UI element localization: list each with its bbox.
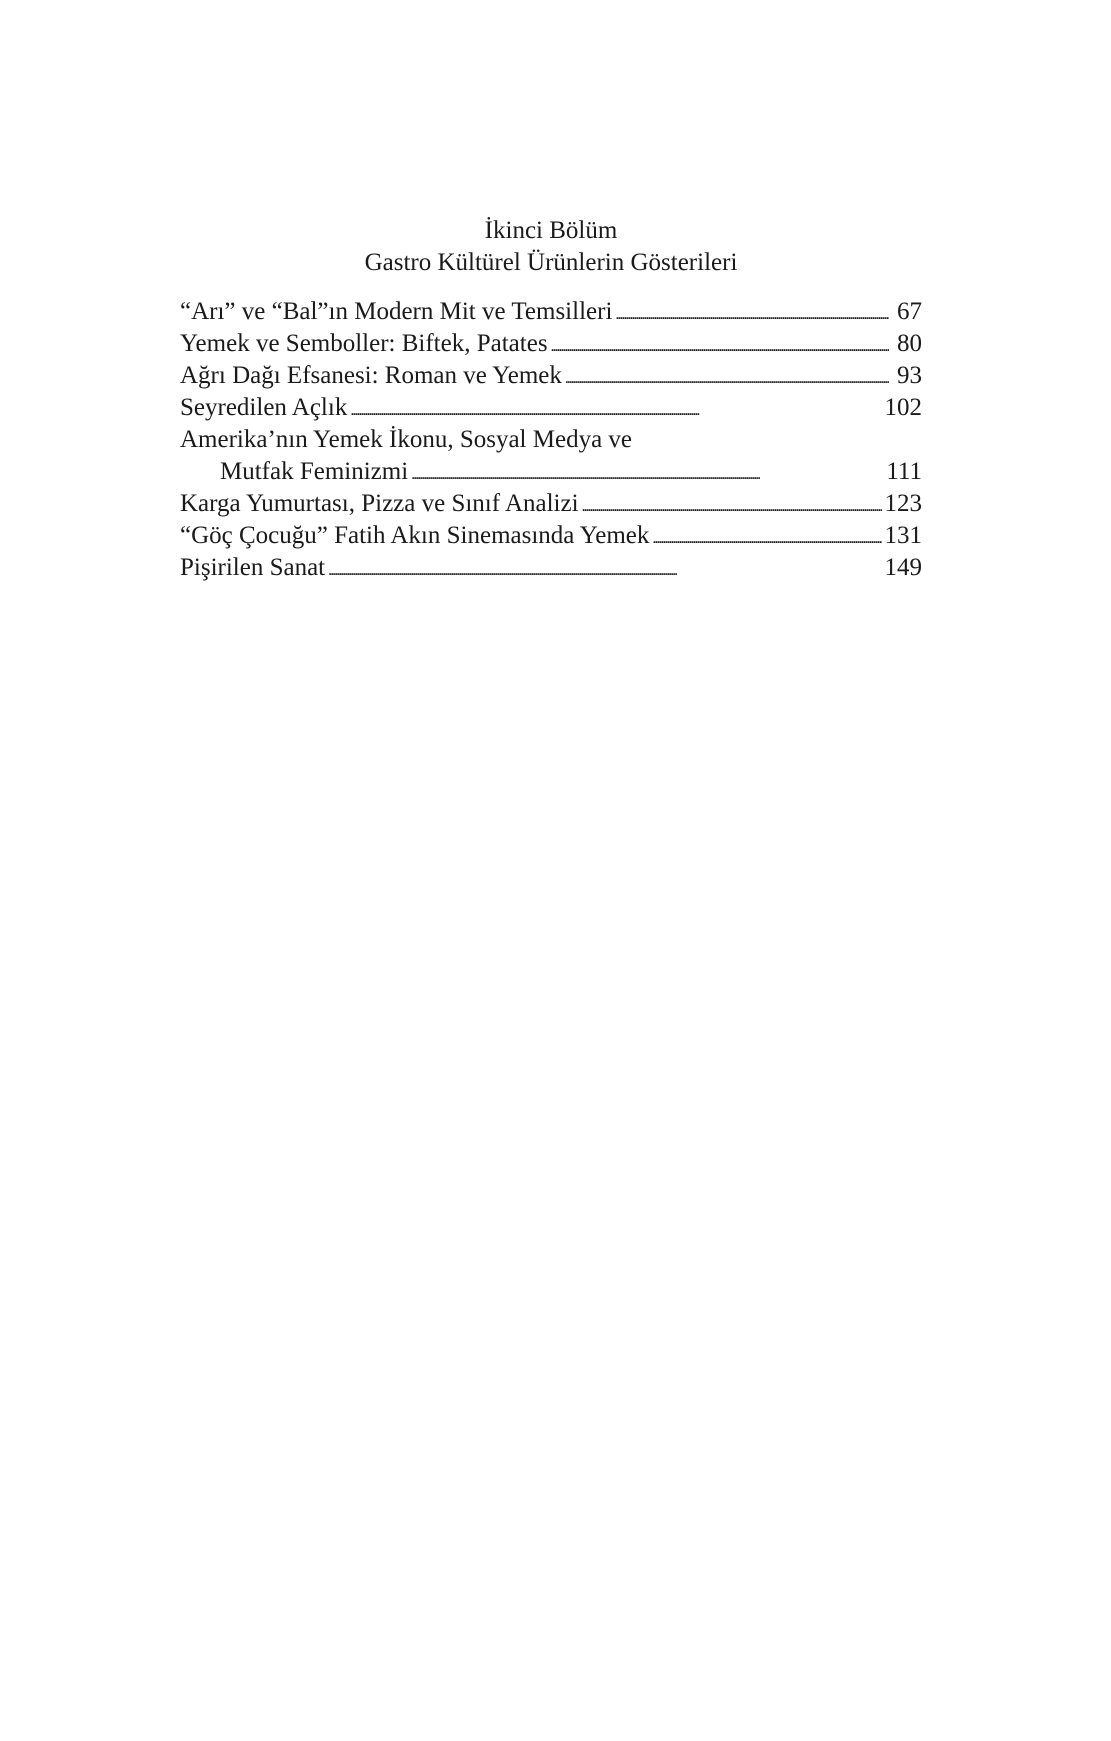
toc-dot-leader [582, 488, 882, 523]
toc-entry-title: Pişirilen Sanat [180, 554, 326, 581]
toc-entry-title: “Arı” ve “Bal”ın Modern Mit ve Temsilleri [180, 298, 613, 325]
toc-entry-page: 80 [897, 330, 922, 357]
toc-entry [180, 488, 922, 520]
part-label: İkinci Bölüm [484, 217, 618, 244]
toc-dot-leader [652, 520, 881, 555]
toc-entry-line2 [180, 456, 922, 488]
toc-dot-leader [615, 296, 889, 331]
table-of-contents [180, 296, 922, 584]
toc-entry-title: Ağrı Dağı Efsanesi: Roman ve Yemek [180, 362, 562, 389]
toc-entry-page: 123 [884, 490, 922, 517]
toc-entry [180, 296, 922, 328]
toc-dot-leader [551, 328, 889, 363]
toc-entry-title: “Göç Çocuğu” Fatih Akın Sinemasında Yemek [180, 522, 650, 549]
part-title: Gastro Kültürel Ürünlerin Gösterileri [364, 249, 738, 276]
toc-entry-title: Seyredilen Açlık [180, 394, 348, 421]
toc-entry [180, 328, 922, 360]
toc-entry [180, 392, 922, 424]
toc-entry [180, 360, 922, 392]
toc-entry-title: Karga Yumurtası, Pizza ve Sınıf Analizi [180, 490, 579, 517]
toc-dot-leader [328, 552, 881, 587]
toc-entry-page: 102 [884, 394, 922, 421]
toc-entry [180, 552, 922, 584]
toc-entry-page: 131 [884, 522, 922, 549]
toc-entry-page: 149 [884, 554, 922, 581]
toc-entry-title: Amerika’nın Yemek İkonu, Sosyal Medya ve [180, 426, 633, 453]
toc-entry-page: 67 [897, 298, 922, 325]
toc-dot-leader [350, 392, 881, 427]
section-heading [180, 215, 922, 279]
toc-entry-line1 [180, 424, 922, 456]
toc-entry [180, 520, 922, 552]
toc-dot-leader [565, 360, 889, 395]
toc-entry-page: 93 [897, 362, 922, 389]
toc-entry-page: 111 [886, 458, 922, 485]
toc-entry-title-continued: Mutfak Feminizmi [220, 458, 409, 485]
toc-dot-leader [411, 456, 883, 491]
toc-entry-title: Yemek ve Semboller: Biftek, Patates [180, 330, 548, 357]
